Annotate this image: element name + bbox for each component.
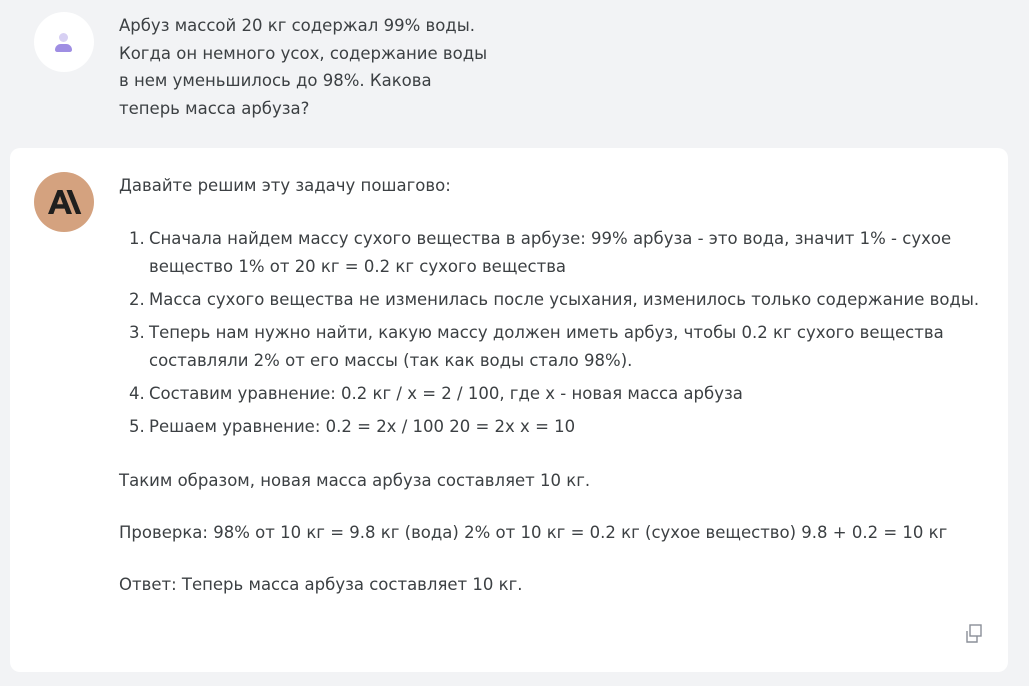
user-message [0, 0, 1029, 146]
user-icon [59, 33, 68, 42]
step-text: Составим уравнение: 0.2 кг / x = 2 / 100, где x - новая масса арбуза [149, 384, 743, 403]
user-avatar [34, 12, 94, 72]
step-text: Масса сухого вещества не изменилась после усыхания, изменилось только содержание воды. [149, 290, 980, 309]
assistant-avatar [34, 172, 94, 232]
list-item [119, 225, 999, 281]
list-item [119, 380, 999, 408]
answer-text: Ответ: Теперь масса арбуза составляет 10 кг. [119, 575, 523, 594]
copy-icon [960, 620, 988, 648]
step-number: 1. [129, 229, 145, 248]
step-number: 3. [129, 323, 145, 342]
solution-steps [119, 225, 999, 446]
list-item [119, 319, 999, 375]
step-number: 4. [129, 384, 145, 403]
assistant-message [10, 148, 1008, 672]
list-item [119, 413, 999, 441]
step-text: Решаем уравнение: 0.2 = 2x / 100 20 = 2x x = 10 [149, 417, 576, 436]
anthropic-logo-icon [34, 172, 94, 232]
step-number: 5. [129, 417, 145, 436]
conclusion-text: Таким образом, новая масса арбуза составляет 10 кг. [119, 471, 591, 490]
step-number: 2. [129, 290, 145, 309]
check-text: Проверка: 98% от 10 кг = 9.8 кг (вода) 2% от 10 кг = 0.2 кг (сухое вещество) 9.8 + 0.2 = 10 кг [119, 523, 948, 542]
step-text: Теперь нам нужно найти, какую массу должен иметь арбуз, чтобы 0.2 кг сухого вещества составляли 2% от его массы (так как воды стало 98%). [149, 323, 944, 370]
copy-button[interactable] [960, 620, 988, 648]
step-text: Сначала найдем массу сухого вещества в арбузе: 99% арбуза - это вода, значит 1% - сухое вещество 1% от 20 кг = 0.2 кг сухого вещества [149, 229, 952, 276]
user-message-text: Арбуз массой 20 кг содержал 99% воды. Когда он немного усох, содержание воды в нем уменьшилось до 98%. Какова теперь масса арбуза? [119, 16, 488, 118]
user-icon-body [55, 44, 72, 52]
list-item [119, 286, 999, 314]
assistant-intro: Давайте решим эту задачу пошагово: [119, 176, 451, 195]
